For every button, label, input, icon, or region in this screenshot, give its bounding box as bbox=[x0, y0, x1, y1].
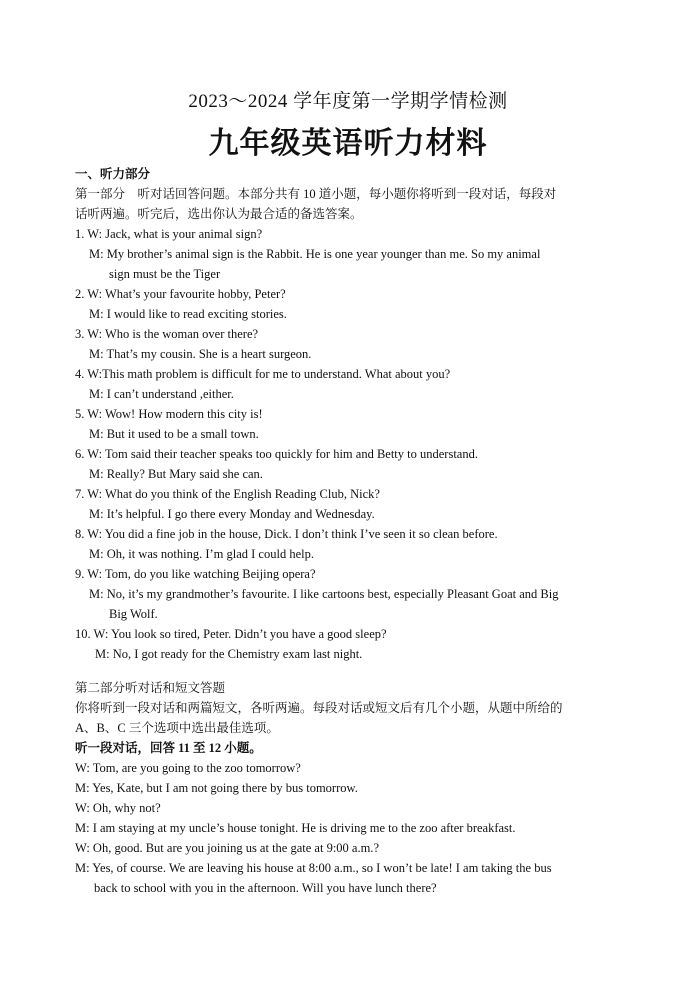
answer-line: M: Oh, it was nothing. I’m glad I could help. bbox=[89, 547, 314, 561]
dialogue-line: W: Oh, good. But are you joining us at the gate at 9:00 a.m.? bbox=[75, 841, 379, 855]
section-gap bbox=[75, 664, 621, 678]
dialogue-line: M: Yes, of course. We are leaving his house at 8:00 a.m., so I won’t be late! I am taking the bus bbox=[75, 861, 552, 875]
answer-continuation: sign must be the Tiger bbox=[109, 267, 221, 281]
dialogue-line: W: Oh, why not? bbox=[75, 801, 161, 815]
question-line: 5. W: Wow! How modern this city is! bbox=[75, 407, 263, 421]
question-line: 8. W: You did a fine job in the house, Dick. I don’t think I’ve seen it so clean before. bbox=[75, 527, 498, 541]
question-line: 3. W: Who is the woman over there? bbox=[75, 327, 259, 341]
question-line: 2. W: What’s your favourite hobby, Peter? bbox=[75, 287, 286, 301]
dialogue-continuation: back to school with you in the afternoon. Will you have lunch there? bbox=[94, 881, 437, 895]
document-body bbox=[75, 164, 621, 898]
question-line: 9. W: Tom, do you like watching Beijing opera? bbox=[75, 567, 316, 581]
part2-intro-line1: 你将听到一段对话和两篇短文，各听两遍。每段对话或短文后有几个小题，从题中所给的 bbox=[75, 701, 563, 715]
part2-subheading: 听一段对话，回答 11 至 12 小题。 bbox=[75, 741, 262, 755]
dialogue-line: W: Tom, are you going to the zoo tomorrow? bbox=[75, 761, 301, 775]
answer-line: M: That’s my cousin. She is a heart surgeon. bbox=[89, 347, 312, 361]
question-line: 1. W: Jack, what is your animal sign? bbox=[75, 227, 263, 241]
question-line: 6. W: Tom said their teacher speaks too quickly for him and Betty to understand. bbox=[75, 447, 478, 461]
answer-line: M: But it used to be a small town. bbox=[89, 427, 259, 441]
answer-continuation: Big Wolf. bbox=[109, 607, 158, 621]
answer-line: M: Really? But Mary said she can. bbox=[89, 467, 263, 481]
answer-line: M: I can’t understand ,either. bbox=[89, 387, 234, 401]
dialogue-line: M: I am staying at my uncle’s house tonight. He is driving me to the zoo after breakfast. bbox=[75, 821, 516, 835]
part1-intro-line2: 话听两遍。听完后，选出你认为最合适的备选答案。 bbox=[75, 207, 363, 221]
dialogue-line: M: Yes, Kate, but I am not going there by bus tomorrow. bbox=[75, 781, 358, 795]
question-line: 10. W: You look so tired, Peter. Didn’t you have a good sleep? bbox=[75, 627, 387, 641]
document-subtitle: 九年级英语听力材料 bbox=[208, 126, 488, 161]
answer-line: M: No, I got ready for the Chemistry exam last night. bbox=[95, 647, 363, 661]
part1-intro-line1: 第一部分 听对话回答问题。本部分共有 10 道小题，每小题你将听到一段对话，每段对 bbox=[75, 187, 557, 201]
document-title: 2023～2024 学年度第一学期学情检测 bbox=[188, 91, 508, 112]
section-heading: 一、听力部分 bbox=[75, 167, 151, 181]
answer-line: M: No, it’s my grandmother’s favourite. I like cartoons best, especially Pleasant Goat and Big bbox=[89, 587, 559, 601]
question-line: 4. W:This math problem is difficult for me to understand. What about you? bbox=[75, 367, 451, 381]
answer-line: M: It’s helpful. I go there every Monday and Wednesday. bbox=[89, 507, 375, 521]
answer-line: M: I would like to read exciting stories. bbox=[89, 307, 287, 321]
part2-intro-line2: A、B、C 三个选项中选出最佳选项。 bbox=[75, 721, 279, 735]
answer-line: M: My brother’s animal sign is the Rabbit. He is one year younger than me. So my animal bbox=[89, 247, 541, 261]
question-line: 7. W: What do you think of the English Reading Club, Nick? bbox=[75, 487, 380, 501]
part2-title: 第二部分听对话和短文答题 bbox=[75, 681, 226, 695]
